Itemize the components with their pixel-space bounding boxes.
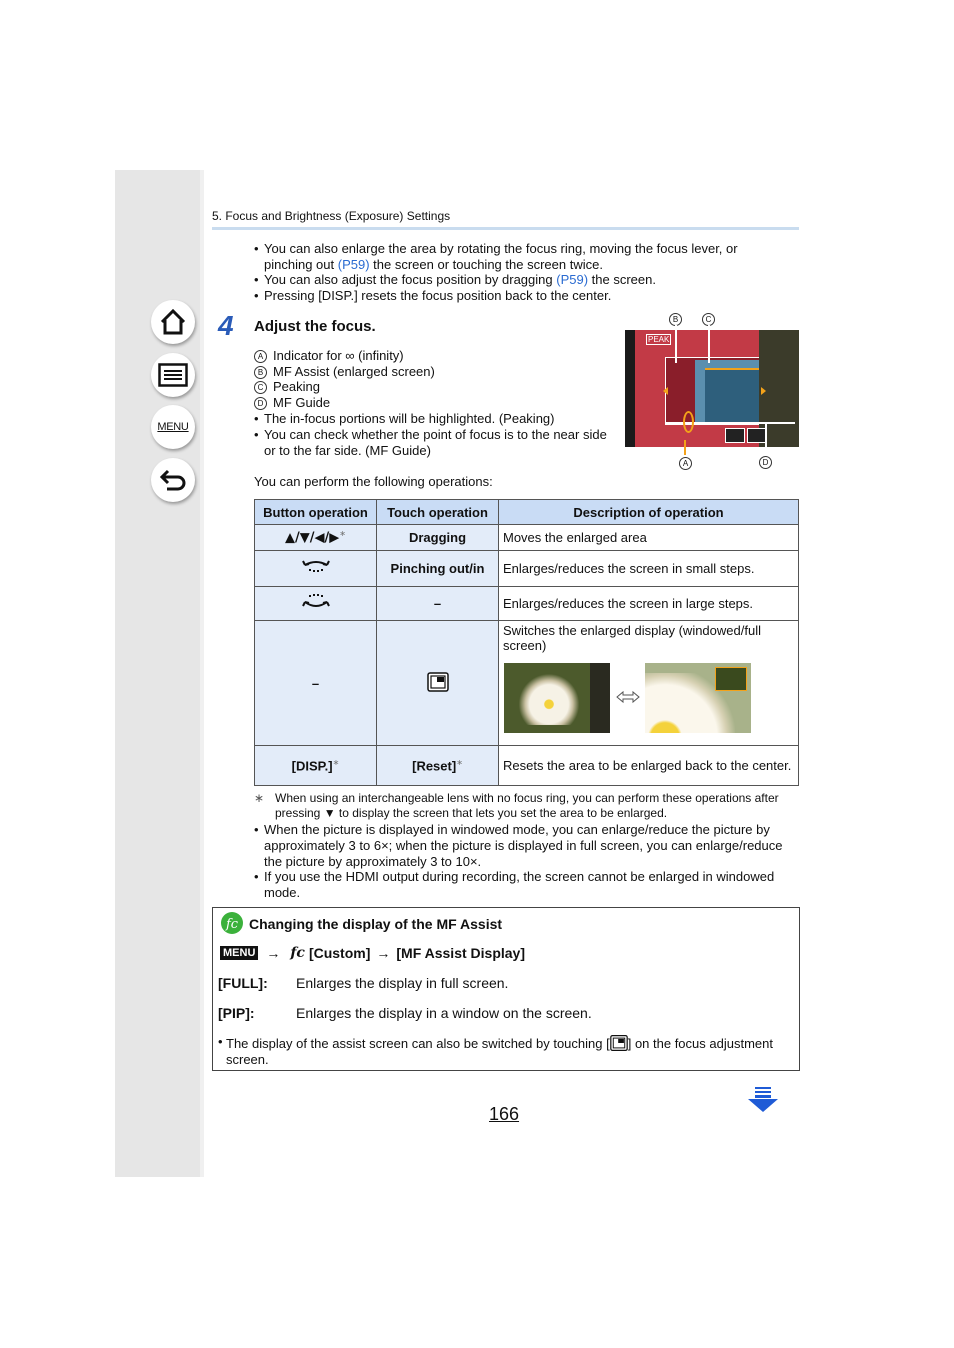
p59-link[interactable]: (P59) <box>337 257 370 272</box>
callout-b: B <box>669 313 682 326</box>
windowed-display-image <box>504 663 610 733</box>
button-op <box>255 551 377 587</box>
box-title: Changing the display of the MF Assist <box>249 916 503 932</box>
legend-item: D MF Guide <box>254 395 330 411</box>
option-key: [PIP]: <box>218 1005 255 1021</box>
op-description: Resets the area to be enlarged back to the center. <box>499 746 799 786</box>
button-op: – <box>255 621 377 746</box>
switch-arrow-icon <box>615 689 641 705</box>
full-display-image <box>645 663 751 733</box>
custom-icon: fc <box>290 945 305 961</box>
home-button[interactable] <box>151 300 195 344</box>
note-bullet: • If you use the HDMI output during recording, the screen cannot be enlarged in windowed mode. <box>254 869 775 900</box>
next-page-icon[interactable] <box>747 1087 779 1113</box>
col-header-touch: Touch operation <box>377 500 499 525</box>
legend-item: C Peaking <box>254 379 320 395</box>
legend-item: A Indicator for ∞ (infinity) <box>254 348 404 364</box>
custom-menu-icon <box>220 911 244 935</box>
step-title: Adjust the focus. <box>254 318 376 335</box>
button-op: [DISP.]∗ <box>255 746 377 786</box>
col-header-description: Description of operation <box>499 500 799 525</box>
custom-menu-box <box>212 907 800 1071</box>
back-button[interactable] <box>151 458 195 502</box>
table-row <box>255 551 799 587</box>
menu-badge: MENU <box>220 946 258 960</box>
callout-a: A <box>679 457 692 470</box>
header-rule <box>212 227 799 230</box>
rear-dial-icon <box>301 557 331 577</box>
table-row <box>255 525 799 551</box>
back-arrow-icon <box>159 467 187 493</box>
intro-bullet: • Pressing [DISP.] resets the focus position back to the center. <box>254 288 612 303</box>
menu-button[interactable] <box>151 405 195 449</box>
menu-label: MENU <box>157 421 189 433</box>
step-bullet: • You can check whether the point of focus is to the near side or to the far side. (MF Guide) <box>254 427 607 458</box>
svg-text:fc: fc <box>225 917 239 932</box>
note-bullet: • When the picture is displayed in windowed mode, you can enlarge/reduce the picture by approximately 3 to 6×; when the picture is displayed in full screen, you can enlarge/reduce the picture by approximately 3 to 10×. <box>254 822 783 869</box>
callout-c: C <box>702 313 715 326</box>
operations-table <box>254 499 799 786</box>
operations-intro: You can perform the following operations: <box>254 474 493 489</box>
option-key: [FULL]: <box>218 975 268 991</box>
section-header: 5. Focus and Brightness (Exposure) Settings <box>212 209 451 223</box>
touch-op: – <box>377 587 499 621</box>
op-description: Enlarges/reduces the screen in small steps. <box>499 551 799 587</box>
list-icon <box>158 363 188 387</box>
table-row <box>255 746 799 786</box>
op-description: Moves the enlarged area <box>499 525 799 551</box>
peaking-label: PEAK <box>648 335 670 344</box>
button-op <box>255 587 377 621</box>
window-icon <box>427 672 449 692</box>
table-header-row <box>255 500 799 525</box>
page-number: 166 <box>489 1104 520 1124</box>
table-row <box>255 587 799 621</box>
callout-d: D <box>759 456 772 469</box>
legend-item: B MF Assist (enlarged screen) <box>254 364 435 380</box>
asterisk-note: ∗ When using an interchangeable lens with no focus ring, you can perform these operations after pressing ▼ to display the screen that lets you set the area to be enlarged. <box>254 791 779 820</box>
option-desc: Enlarges the display in a window on the screen. <box>296 1005 592 1021</box>
touch-op: [Reset]∗ <box>377 746 499 786</box>
sidebar-edge <box>200 170 204 1177</box>
op-description: Enlarges/reduces the screen in large steps. <box>499 587 799 621</box>
option-desc: Enlarges the display in full screen. <box>296 975 509 991</box>
step-bullet: • The in-focus portions will be highlighted. (Peaking) <box>254 411 555 426</box>
intro-bullet: • You can also enlarge the area by rotating the focus ring, moving the focus lever, or pinching out (P59) the screen or touching the screen twice. <box>254 241 738 272</box>
window-icon <box>610 1034 628 1052</box>
step-number: 4 <box>218 310 234 341</box>
home-icon <box>159 308 187 336</box>
camera-screen <box>625 330 799 447</box>
box-note: • The display of the assist screen can also be switched by touching [ ] on the focus adjustment screen. <box>218 1034 773 1067</box>
front-dial-icon <box>301 592 331 612</box>
touch-op: Pinching out/in <box>377 551 499 587</box>
p59-link[interactable]: (P59) <box>556 272 589 287</box>
touch-op <box>377 621 499 746</box>
touch-op: Dragging <box>377 525 499 551</box>
button-op: ▲/▼/◀/▶∗ <box>255 525 377 551</box>
intro-bullet: • You can also adjust the focus position by dragging (P59) the screen. <box>254 272 656 287</box>
table-row <box>255 621 799 746</box>
menu-path: MENU → fc [Custom] → [MF Assist Display] <box>220 945 525 961</box>
contents-button[interactable] <box>151 353 195 397</box>
op-description: Switches the enlarged display (windowed/full screen) <box>499 621 799 746</box>
col-header-button: Button operation <box>255 500 377 525</box>
